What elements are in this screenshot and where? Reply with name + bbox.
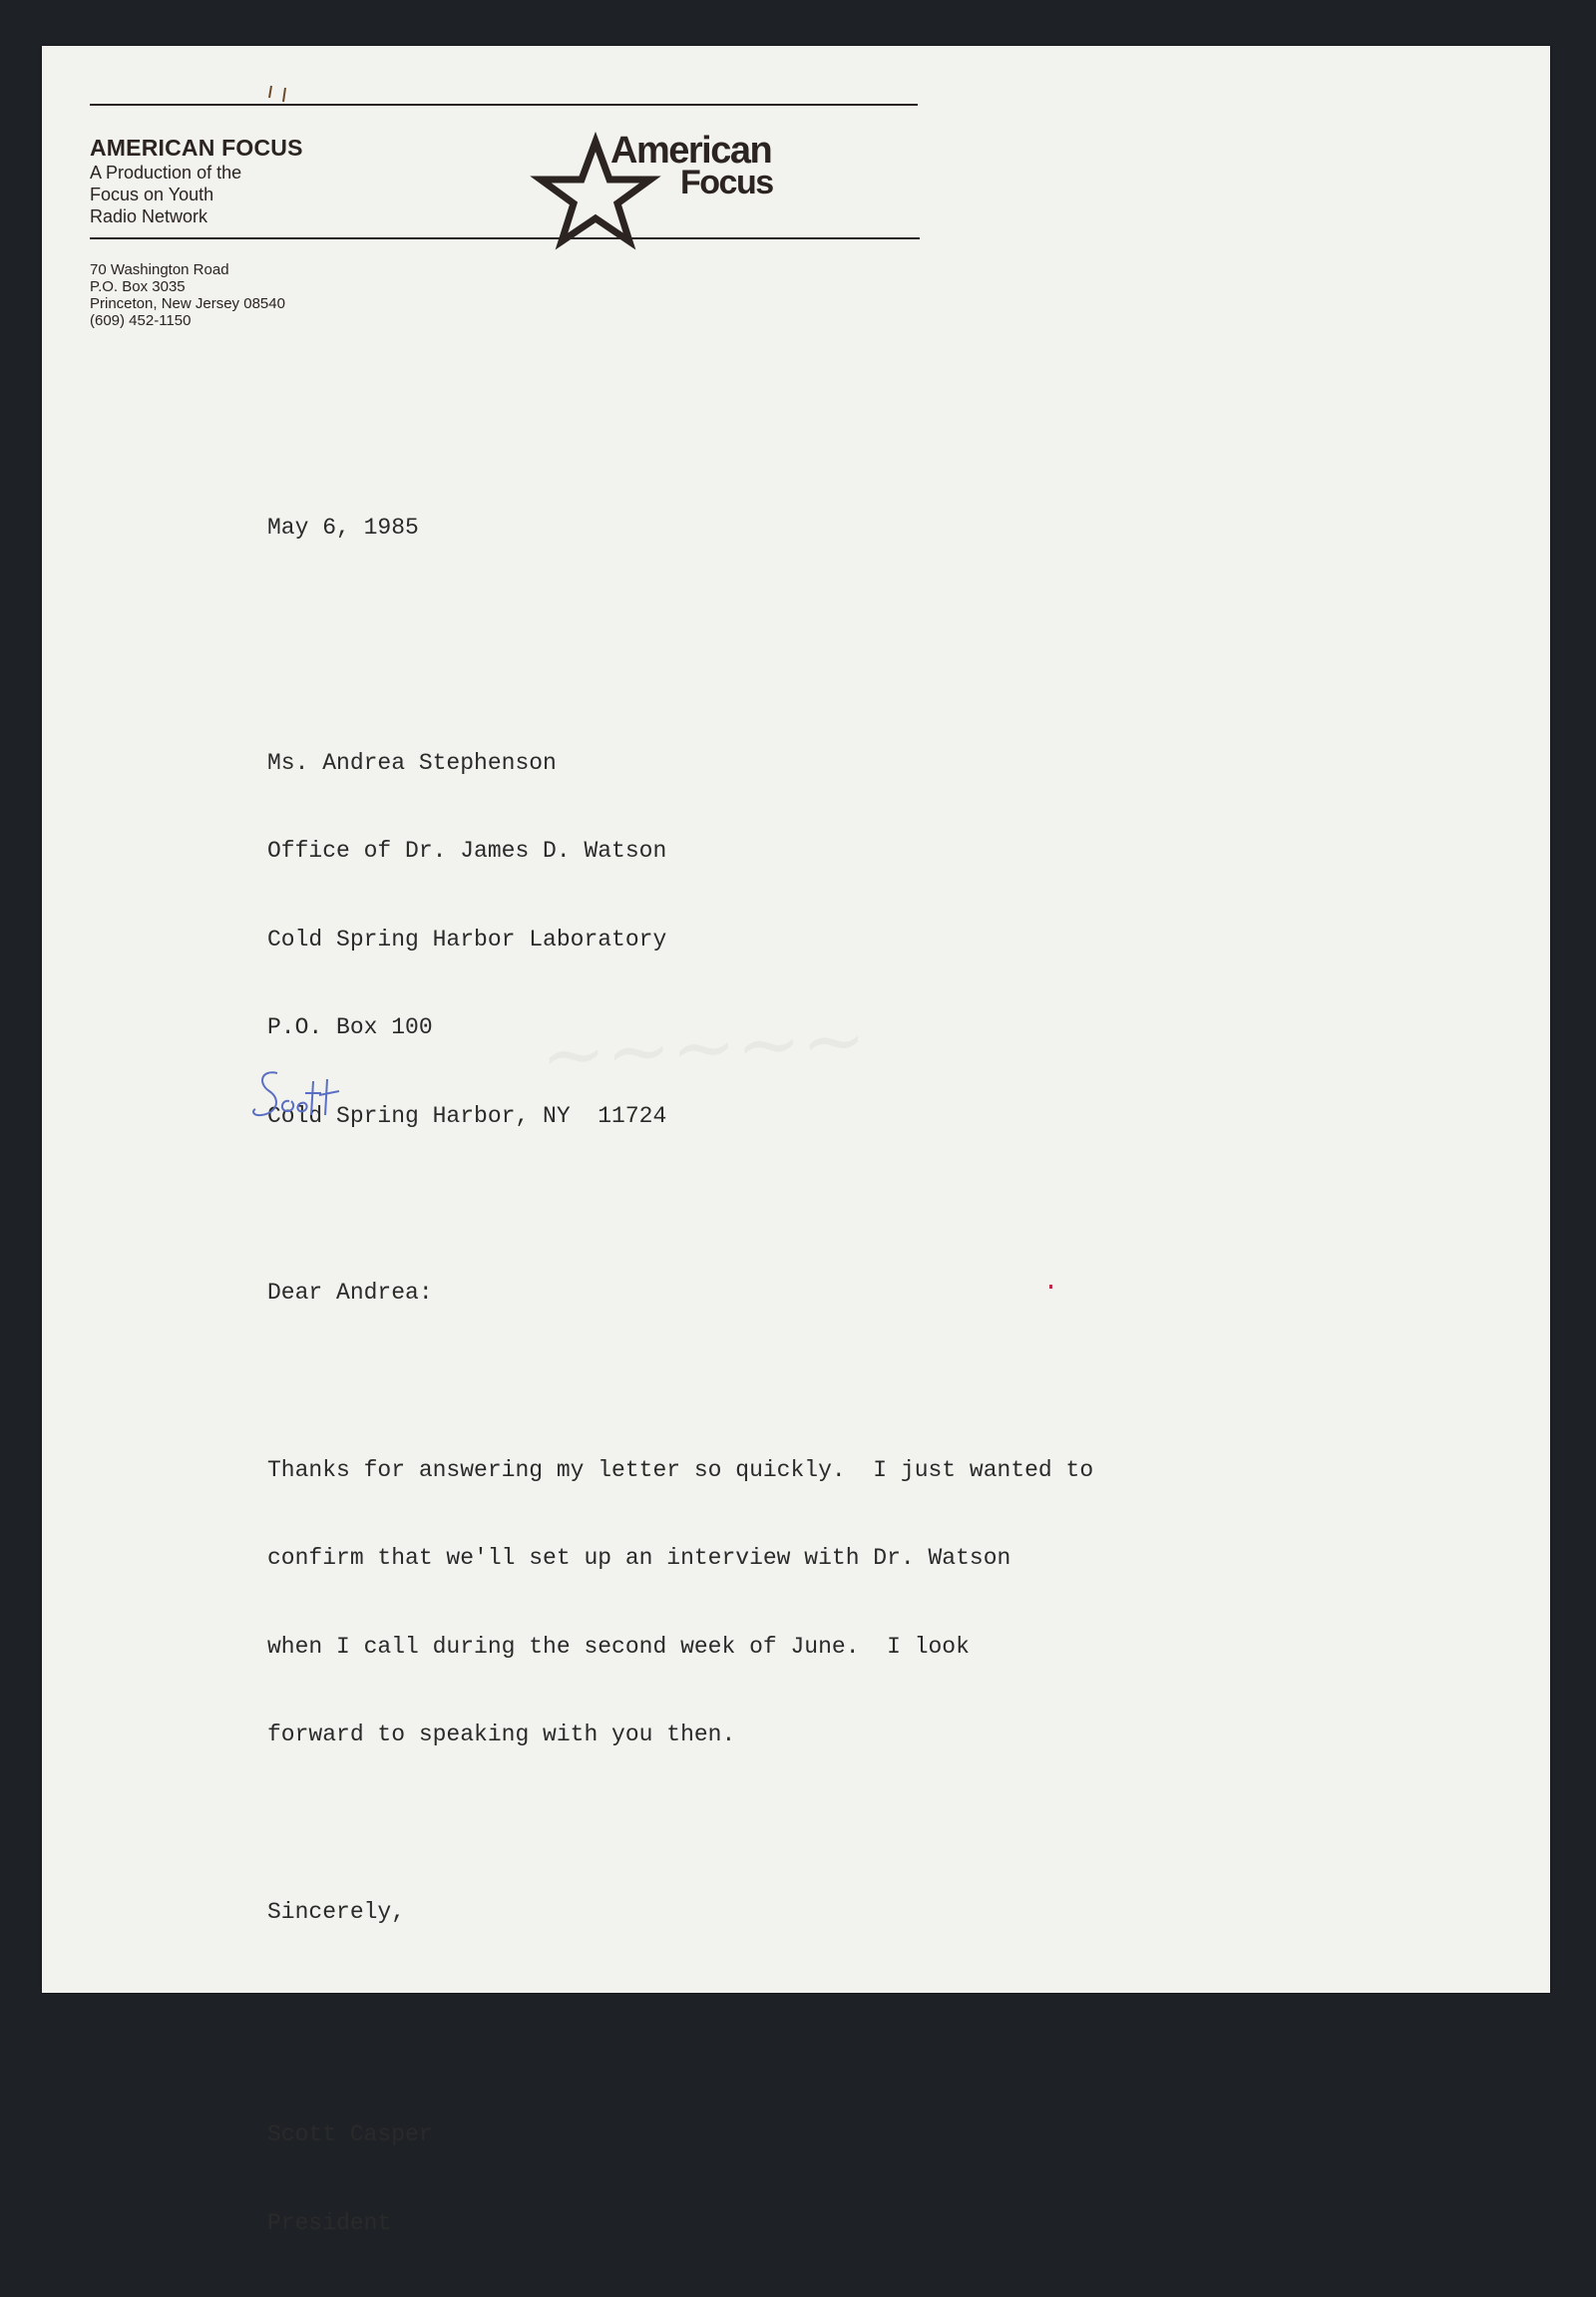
address-line: P.O. Box 3035 (90, 278, 186, 295)
bleed-through-marks: ~~~~~ (538, 994, 869, 1102)
tagline-line: A Production of the (90, 163, 242, 183)
logo-text-line2: Focus (680, 164, 773, 201)
body-line: when I call during the second week of June. I look (267, 1633, 970, 1660)
letter-body (267, 455, 1093, 2297)
ink-mark (263, 76, 303, 116)
address-line: Princeton, New Jersey 08540 (90, 295, 285, 312)
recipient-line: Office of Dr. James D. Watson (267, 838, 667, 864)
letter-date: May 6, 1985 (267, 515, 419, 541)
letterhead-address (90, 261, 285, 329)
recipient-line: P.O. Box 100 (267, 1014, 433, 1040)
logo-text-line1: American (610, 130, 772, 172)
recipient-line: Ms. Andrea Stephenson (267, 749, 557, 776)
ink-speck (1049, 1285, 1052, 1289)
letter-page (42, 46, 1550, 2236)
salutation: Dear Andrea: (267, 1280, 433, 1306)
tagline-line: Focus on Youth (90, 185, 214, 204)
signer-title: President (267, 2209, 392, 2236)
closing: Sincerely, (267, 1898, 406, 1925)
body-line: forward to speaking with you then. (267, 1722, 736, 1747)
address-line: (609) 452-1150 (90, 312, 192, 329)
organization-name: AMERICAN FOCUS (90, 135, 303, 161)
signer-name: Scott Casper (267, 2121, 433, 2147)
american-focus-logo (531, 128, 830, 247)
recipient-line: Cold Spring Harbor, NY 11724 (267, 1102, 667, 1129)
recipient-line: Cold Spring Harbor Laboratory (267, 926, 667, 953)
body-line: Thanks for answering my letter so quickly. I just wanted to (267, 1456, 1094, 1483)
address-line: 70 Washington Road (90, 261, 229, 278)
letterhead-top-rule (90, 104, 918, 106)
letterhead-organization (90, 134, 303, 227)
tagline-line: Radio Network (90, 206, 208, 226)
handwritten-signature (247, 1061, 357, 1131)
body-line: confirm that we'll set up an interview with Dr. Watson (267, 1545, 1011, 1571)
